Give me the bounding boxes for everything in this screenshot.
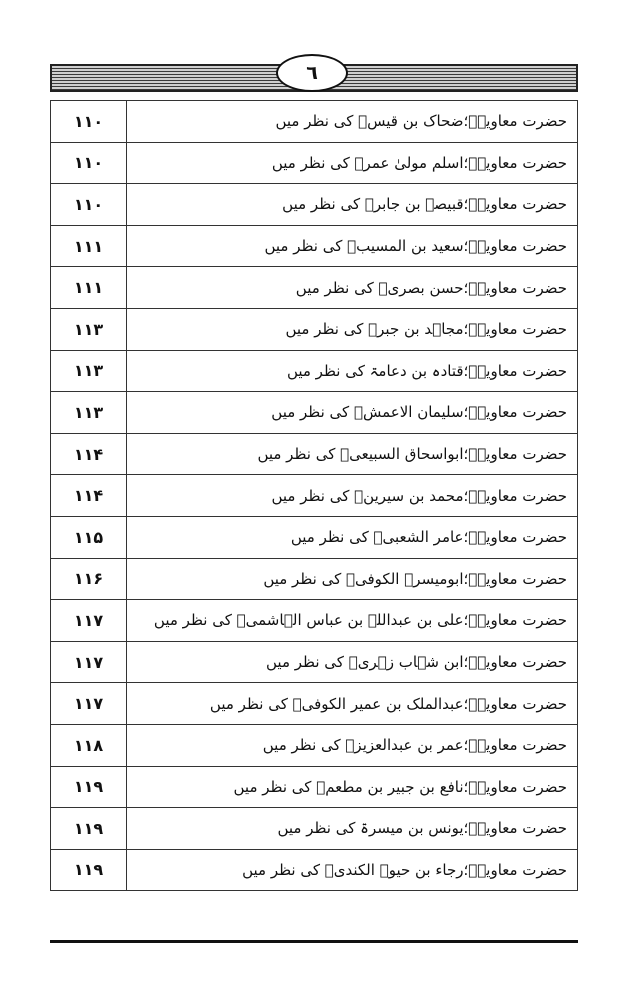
toc-row [51,849,578,891]
toc-row [51,392,578,434]
toc-page-number: ۱۱۷ [51,683,127,725]
toc-page-number: ۱۱۸ [51,724,127,766]
toc-row [51,101,578,143]
toc-page-number: ۱۱۶ [51,558,127,600]
toc-page-number: ۱۱۱ [51,225,127,267]
toc-row [51,600,578,642]
toc-row [51,350,578,392]
toc-page-number: ۱۱۷ [51,641,127,683]
toc-entry-title: حضرت معاویہؓ؛رجاء بن حیوۃ الکندیؒ کی نظر میں [127,849,578,891]
toc-entry-title: حضرت معاویہؓ؛ابومیسرۃ الکوفیؒ کی نظر میں [127,558,578,600]
toc-row [51,683,578,725]
toc-page-number: ۱۱۹ [51,766,127,808]
toc-entry-title: حضرت معاویہؓ؛ابواسحاق السبیعیؒ کی نظر میں [127,433,578,475]
toc-row [51,558,578,600]
toc-row [51,516,578,558]
toc-table [50,100,578,891]
toc-entry-title: حضرت معاویہؓ؛عامر الشعبیؒ کی نظر میں [127,516,578,558]
toc-row [51,267,578,309]
toc-entry-title: حضرت معاویہؓ؛ضحاک بن قیسؒ کی نظر میں [127,101,578,143]
toc-page-number: ۱۱۱ [51,267,127,309]
toc-entry-title: حضرت معاویہؓ؛سلیمان الاعمشؒ کی نظر میں [127,392,578,434]
toc-entry-title: حضرت معاویہؓ؛حسن بصریؒ کی نظر میں [127,267,578,309]
toc-entry-title: حضرت معاویہؓ؛عمر بن عبدالعزیزؒ کی نظر میں [127,724,578,766]
toc-row [51,308,578,350]
toc-entry-title: حضرت معاویہؓ؛علی بن عبداللہ بن عباس الہاشمیؒ کی نظر میں [127,600,578,642]
toc-row [51,142,578,184]
toc-page-number: ۱۱۴ [51,433,127,475]
toc-page-number: ۱۱۰ [51,142,127,184]
toc-row [51,808,578,850]
toc-page-number: ۱۱۰ [51,184,127,226]
toc-entry-title: حضرت معاویہؓ؛قبیصۃ بن جابرؒ کی نظر میں [127,184,578,226]
toc-entry-title: حضرت معاویہؓ؛سعید بن المسیبؒ کی نظر میں [127,225,578,267]
toc-row [51,724,578,766]
toc-page-number: ۱۱۴ [51,475,127,517]
toc-entry-title: حضرت معاویہؓ؛قتادہ بن دعامۃ کی نظر میں [127,350,578,392]
toc-entry-title: حضرت معاویہؓ؛مجاہد بن جبرؒ کی نظر میں [127,308,578,350]
page-number: ٦ [306,61,318,84]
toc-page-number: ۱۱۷ [51,600,127,642]
toc-row [51,184,578,226]
toc-page-number: ۱۱۵ [51,516,127,558]
toc-row [51,766,578,808]
toc-row [51,475,578,517]
toc-row [51,433,578,475]
toc-page-number: ۱۱۳ [51,392,127,434]
toc-entry-title: حضرت معاویہؓ؛محمد بن سیرینؒ کی نظر میں [127,475,578,517]
toc-entry-title: حضرت معاویہؓ؛عبدالملک بن عمیر الکوفیؒ کی نظر میں [127,683,578,725]
footer-rule [50,940,578,943]
toc-entry-title: حضرت معاویہؓ؛ابن شہاب زہریؒ کی نظر میں [127,641,578,683]
toc-entry-title: حضرت معاویہؓ؛نافع بن جبیر بن مطعمؒ کی نظر میں [127,766,578,808]
toc-page-number: ۱۱۳ [51,350,127,392]
toc-row [51,641,578,683]
toc-page-number: ۱۱۳ [51,308,127,350]
toc-page-number: ۱۱۰ [51,101,127,143]
toc-entry-title: حضرت معاویہؓ؛اسلم مولیٰ عمرؒ کی نظر میں [127,142,578,184]
toc-entry-title: حضرت معاویہؓ؛یونس بن میسرۃ کی نظر میں [127,808,578,850]
toc-page-number: ۱۱۹ [51,849,127,891]
toc-row [51,225,578,267]
page-number-badge [276,54,348,92]
toc-page-number: ۱۱۹ [51,808,127,850]
